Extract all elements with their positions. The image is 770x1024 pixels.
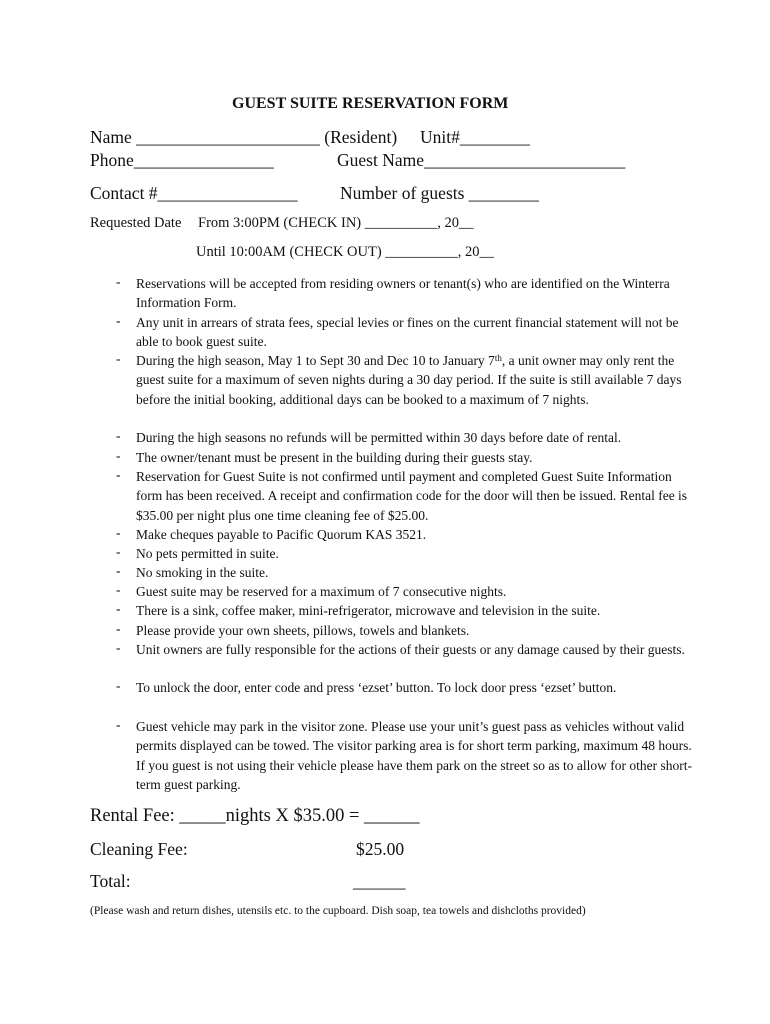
- requested-date-label: Requested Date: [90, 215, 182, 231]
- rule-text: To unlock the door, enter code and press ‘ezset’ button. To lock door press ‘ezset’ button.: [136, 680, 617, 695]
- rule-text: No pets permitted in suite.: [136, 546, 279, 561]
- number-of-guests-field[interactable]: Number of guests ________: [340, 183, 539, 203]
- bullet-dash: -: [116, 274, 121, 289]
- bullet-dash: -: [116, 717, 121, 732]
- name-field[interactable]: Name _____________________ (Resident): [90, 127, 398, 147]
- guest-name-field[interactable]: Guest Name_______________________: [337, 150, 626, 170]
- bullet-dash: -: [116, 640, 121, 655]
- rule-text: Reservations will be accepted from residing owners or tenant(s) who are identified on the Winterra Information Form.: [136, 276, 670, 311]
- rule-text: Please provide your own sheets, pillows, towels and blankets.: [136, 623, 470, 638]
- bullet-dash: -: [116, 563, 121, 578]
- total-label: Total:: [90, 871, 131, 891]
- bullet-dash: -: [116, 428, 121, 443]
- rule-text: The owner/tenant must be present in the building during their guests stay.: [136, 450, 533, 465]
- bullet-dash: -: [116, 525, 121, 540]
- rule-text: Guest suite may be reserved for a maximum of 7 consecutive nights.: [136, 584, 507, 599]
- rule-text: No smoking in the suite.: [136, 565, 269, 580]
- rental-fee-field[interactable]: Rental Fee: _____nights X $35.00 = ______: [90, 806, 420, 826]
- bullet-dash: -: [116, 448, 121, 463]
- check-out-date-field[interactable]: Until 10:00AM (CHECK OUT) __________, 20__: [196, 244, 495, 260]
- rule-text: Make cheques payable to Pacific Quorum KAS 3521.: [136, 527, 427, 542]
- bullet-dash: -: [116, 621, 121, 636]
- total-field[interactable]: ______: [353, 871, 406, 891]
- cleaning-fee-label: Cleaning Fee:: [90, 839, 188, 859]
- bullet-dash: -: [116, 582, 121, 597]
- bullet-dash: -: [116, 601, 121, 616]
- rule-text: Guest vehicle may park in the visitor zone. Please use your unit’s guest pass as vehicles without valid permits displayed can be towed. The visitor parking area is for short term parking, maximum 48 hours. If you guest is not using their vehicle please have them park on the street so as to allow for other short-term guest parking.: [136, 719, 692, 792]
- bullet-dash: -: [116, 313, 121, 328]
- unit-field[interactable]: Unit#________: [420, 127, 530, 147]
- rule-text: There is a sink, coffee maker, mini-refrigerator, microwave and television in the suite.: [136, 603, 601, 618]
- contact-field[interactable]: Contact #________________: [90, 183, 298, 203]
- bullet-dash: -: [116, 678, 121, 693]
- form-title: GUEST SUITE RESERVATION FORM: [232, 95, 509, 112]
- bullet-dash: -: [116, 351, 121, 366]
- footer-note: (Please wash and return dishes, utensils etc. to the cupboard. Dish soap, tea towels and dishcloths provided): [90, 905, 586, 917]
- rule-text: Reservation for Guest Suite is not confirmed until payment and completed Guest Suite Information form has been received. A receipt and confirmation code for the door will then be issued. Rental fee is $35.00 per night plus one time cleaning fee of $25.00.: [136, 469, 688, 523]
- rule-text: Any unit in arrears of strata fees, special levies or fines on the current financial statement will not be able to book guest suite.: [136, 315, 679, 350]
- cleaning-fee-value: $25.00: [356, 839, 405, 859]
- check-in-date-field[interactable]: From 3:00PM (CHECK IN) __________, 20__: [198, 215, 474, 231]
- rule-text: Unit owners are fully responsible for the actions of their guests or any damage caused by their guests.: [136, 642, 685, 657]
- bullet-dash: -: [116, 544, 121, 559]
- bullet-dash: -: [116, 467, 121, 482]
- rule-text: During the high seasons no refunds will be permitted within 30 days before date of rental.: [136, 430, 622, 445]
- rule-text: During the high season, May 1 to Sept 30 and Dec 10 to January 7th, a unit owner may only rent the guest suite for a maximum of seven nights during a 30 day period. If the suite is still available 7 days before the initial booking, additional days can be booked to a maximum of 7 nights.: [136, 353, 682, 407]
- phone-field[interactable]: Phone________________: [90, 150, 274, 170]
